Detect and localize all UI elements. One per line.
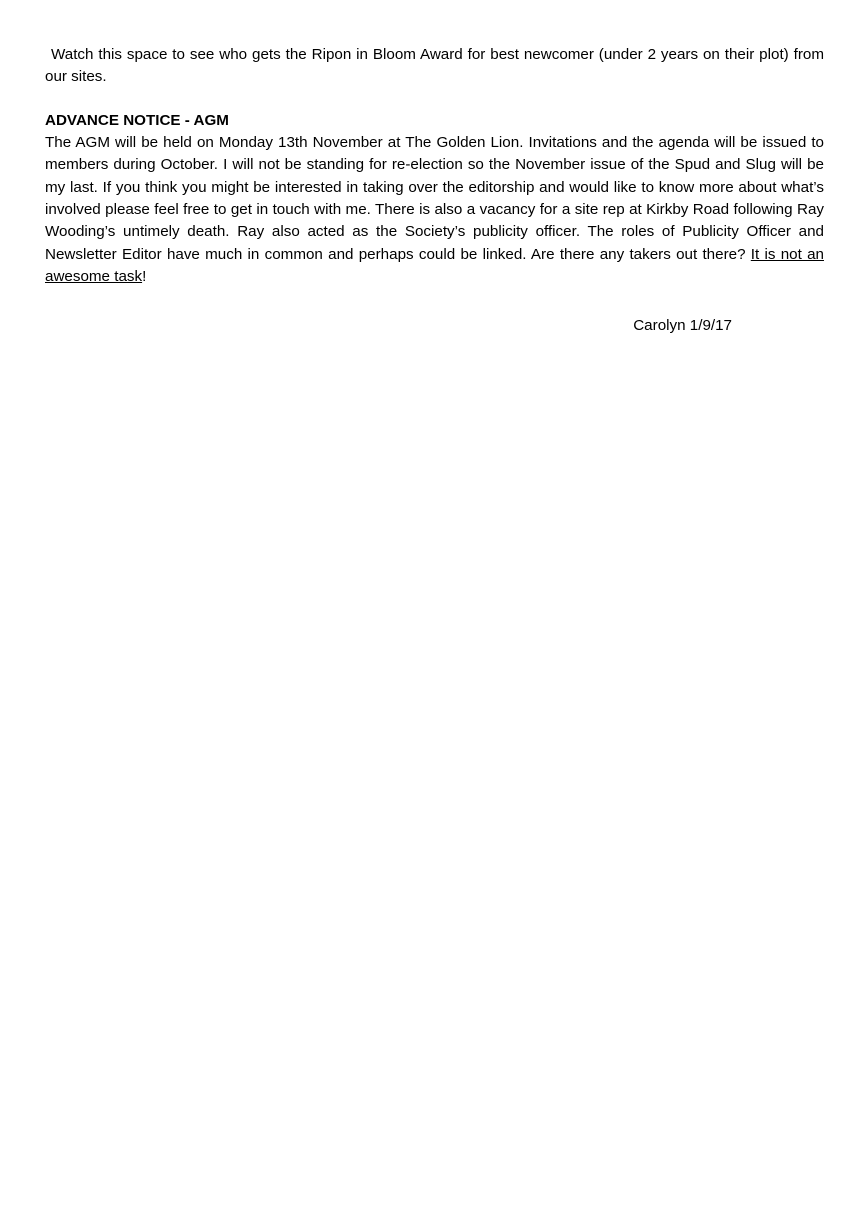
heading-advance-notice-agm: ADVANCE NOTICE - AGM [45,111,229,129]
signature-line: Carolyn 1/9/17 [633,317,732,335]
paragraph-spacer [45,89,824,110]
agm-text-part-one: The AGM will be held on Monday 13th November at The Golden Lion. Invitations and the agenda will be issued to members during October. I will not be standing for re-election so the November issue of the Spud and Slug will be my last. If you think you might be interested in taking over the editorship and would like to know more about what’s involved please feel free to get in touch with me. There is also a vacancy for a site rep at Kirkby Road following Ray Wooding’s untimely death. Ray also acted as the Society’s publicity officer. The roles of Publicity Officer and Newsletter Editor have much in common and perhaps could be linked. Are there any takers out there? [45,134,824,263]
agm-text-part-two: ! [142,268,147,286]
document-body [45,44,824,338]
paragraph-bloom-award: Watch this space to see who gets the Ripon in Bloom Award for best newcomer (under 2 years on their plot) from our sites. [45,46,824,86]
agm-text-underlined: It is not an awesome task [45,245,824,286]
paragraph-agm-details [45,132,824,288]
